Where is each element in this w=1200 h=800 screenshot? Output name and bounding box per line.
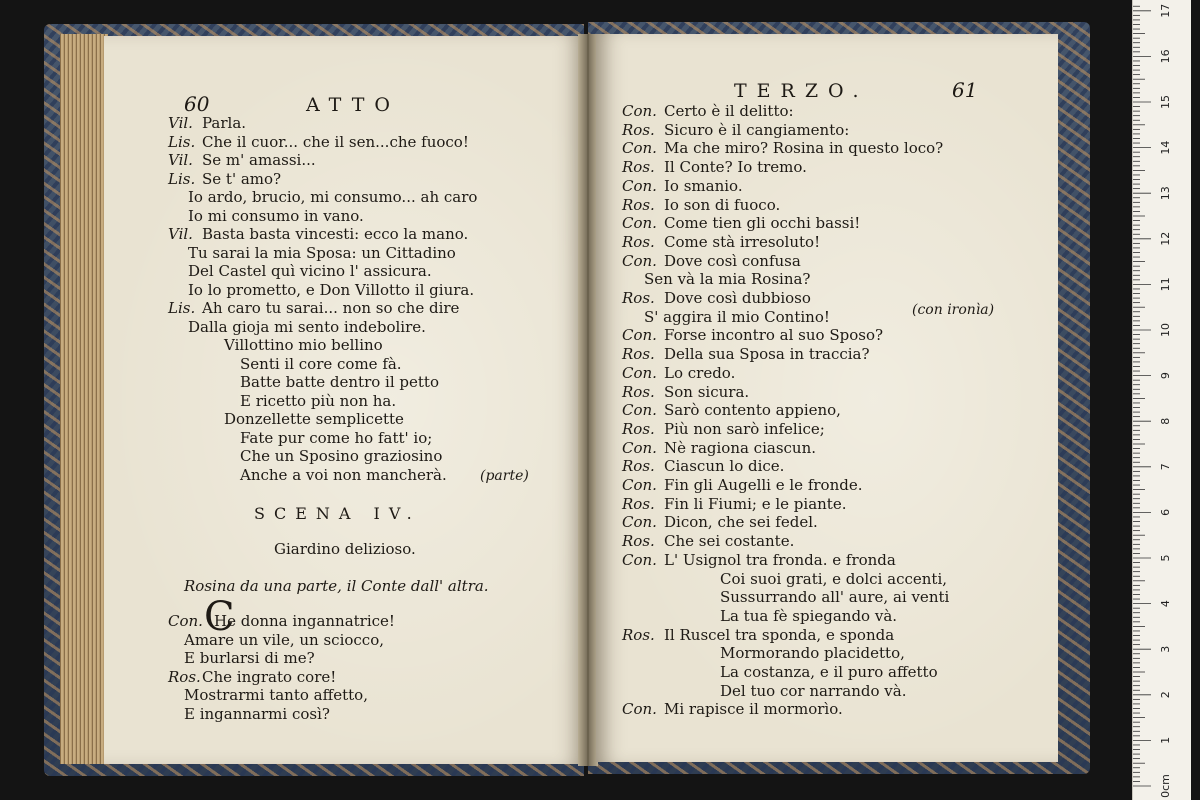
dialogue-line: Ros. Sicuro è il cangiamento: <box>622 120 850 139</box>
dialogue-line <box>168 318 426 336</box>
aside-note: (con ironìa) <box>912 302 995 318</box>
dialogue-line: Con. Dove così confusa <box>622 251 801 270</box>
line-text: E ingannarmi così? <box>184 704 330 723</box>
scene-heading: SCENA IV. <box>254 504 421 523</box>
dialogue-line <box>622 682 906 700</box>
line-text: Che sei costante. <box>664 532 795 551</box>
ruler-label: 14 <box>1159 140 1172 155</box>
line-text: E ricetto più non ha. <box>240 391 397 410</box>
dialogue-line <box>622 570 947 588</box>
dialogue-line <box>622 270 810 288</box>
line-text: Fin gli Augelli e le fronde. <box>664 476 863 494</box>
dialogue-line <box>168 373 439 391</box>
dialogue-line <box>168 336 383 354</box>
ruler-label: 9 <box>1159 372 1172 380</box>
line-text: E burlarsi di me? <box>184 649 315 667</box>
line-text: Mi rapisce il mormorìo. <box>664 700 843 719</box>
dialogue-line <box>168 466 447 484</box>
dialogue-line: Ros.Che ingrato core! <box>168 667 337 686</box>
line-text: Dove così dubbioso <box>664 289 811 307</box>
line-text: Dalla gioja mi sento indebolire. <box>188 317 426 336</box>
dialogue-line: Ros. Che sei costante. <box>622 532 795 551</box>
line-text: Dicon, che sei fedel. <box>664 513 818 532</box>
ruler-scale <box>1133 0 1191 800</box>
setting-line: Giardino delizioso. <box>274 540 416 558</box>
line-text: Sarò contento appieno, <box>664 401 841 420</box>
drop-cap: C <box>204 594 235 640</box>
line-text: Batte batte dentro il petto <box>240 373 439 391</box>
page-number: 61 <box>952 78 978 102</box>
line-text: Sen và la mia Rosina? <box>644 270 811 289</box>
line-text: Il Ruscel tra sponda, e sponda <box>664 625 895 644</box>
dialogue-line: Con. Nè ragiona ciascun. <box>622 438 817 457</box>
dialogue-line <box>168 429 432 447</box>
ruler-label: 7 <box>1159 463 1172 471</box>
ruler-label: 15 <box>1159 95 1172 109</box>
line-text: Il Conte? Io tremo. <box>664 158 807 177</box>
dialogue-line: Con. L' Usignol tra fronda. e fronda <box>622 550 896 569</box>
line-text: Se m' amassi... <box>202 151 316 169</box>
running-head: TERZO. <box>734 80 869 102</box>
line-text: S' aggira il mio Contino! <box>644 307 830 326</box>
dialogue-line <box>168 392 396 410</box>
ruler-label: 12 <box>1159 231 1172 246</box>
ruler-label: 6 <box>1159 508 1172 516</box>
line-text: Senti il core come fà. <box>240 354 402 373</box>
line-text: He donna ingannatrice! <box>214 612 395 630</box>
dialogue-line <box>622 308 830 326</box>
line-text: Nè ragiona ciascun. <box>664 438 817 457</box>
stage-direction: Rosina da una parte, il Conte dall' altra. <box>184 577 489 595</box>
ruler-label: 17 <box>1159 3 1172 18</box>
running-head: ATTO <box>306 94 400 116</box>
line-text: Della sua Sposa in traccia? <box>664 345 870 364</box>
dialogue-line: Con. Certo è il delitto: <box>622 102 794 120</box>
ruler-label: 0cm <box>1159 774 1172 798</box>
dialogue-line: Con. Ma che miro? Rosina in questo loco? <box>622 139 944 158</box>
line-text: Certo è il delitto: <box>664 102 794 120</box>
dialogue-line <box>168 281 474 299</box>
dialogue-line <box>168 447 442 465</box>
dialogue-line <box>168 355 402 373</box>
dialogue-line: Ros. Il Ruscel tra sponda, e sponda <box>622 625 895 644</box>
line-text: Ah caro tu sarai... non so che dire <box>202 299 460 317</box>
line-text: Sussurrando all' aure, ai venti <box>720 588 950 607</box>
line-text: Che un Sposino graziosino <box>240 447 443 465</box>
line-text: Donzellette semplicette <box>224 410 404 428</box>
dialogue-line: Lis. Che il cuor... che il sen...che fuoco! <box>168 132 469 151</box>
dialogue-line <box>622 588 949 606</box>
dialogue-line: Ros. Fin li Fiumi; e le piante. <box>622 494 847 513</box>
dialogue-line <box>168 244 456 262</box>
line-text: Amare un vile, un sciocco, <box>184 630 385 649</box>
dialogue-line: Ros. Il Conte? Io tremo. <box>622 158 807 177</box>
dialogue-line: Con. Fin gli Augelli e le fronde. <box>622 476 863 494</box>
page-block-edge <box>60 34 108 764</box>
dialogue-line: Ros. Io son di fuoco. <box>622 195 781 214</box>
dialogue-line <box>168 705 330 723</box>
dialogue-line <box>168 262 432 280</box>
measuring-ruler <box>1132 0 1191 800</box>
line-text: Io smanio. <box>664 176 743 195</box>
line-text: Io son di fuoco. <box>664 195 781 214</box>
ruler-label: 8 <box>1159 417 1172 425</box>
line-text: Dove così confusa <box>664 251 801 270</box>
line-text: Coi suoi grati, e dolci accenti, <box>720 569 948 588</box>
line-text: La tua fè spiegando và. <box>720 606 898 625</box>
dialogue-line <box>168 631 384 649</box>
line-text: Come tien gli occhi bassi! <box>664 214 861 233</box>
dialogue-line: Ros. Son sicura. <box>622 382 750 401</box>
dialogue-line: Con. He donna ingannatrice! <box>168 612 395 630</box>
line-text: Più non sarò infelice; <box>664 419 825 438</box>
line-text: Lo credo. <box>664 363 736 382</box>
ruler-label: 13 <box>1159 186 1172 201</box>
dialogue-line <box>622 663 938 681</box>
line-text: Forse incontro al suo Sposo? <box>664 326 884 345</box>
line-text: Che ingrato core! <box>202 667 337 686</box>
dialogue-line <box>168 207 364 225</box>
dialogue-line: Ros. Ciascun lo dice. <box>622 457 785 476</box>
line-text: Anche a voi non mancherà. <box>240 465 447 484</box>
line-text: Che il cuor... che il sen...che fuoco! <box>202 132 469 151</box>
gutter <box>578 34 598 766</box>
line-text: Del tuo cor narrando và. <box>720 681 907 700</box>
left-page <box>104 36 584 764</box>
line-text: Io mi consumo in vano. <box>188 206 364 225</box>
dialogue-line: Ros. Più non sarò infelice; <box>622 419 825 438</box>
dialogue-line: Ros. Della sua Sposa in traccia? <box>622 345 870 364</box>
line-text: Io lo prometto, e Don Villotto il giura. <box>188 280 475 299</box>
ruler-label: 5 <box>1159 554 1172 562</box>
ruler-label: 4 <box>1159 600 1172 608</box>
line-text: Basta basta vincesti: ecco la mano. <box>202 225 469 243</box>
page-number: 60 <box>184 92 210 116</box>
line-text: La costanza, e il puro affetto <box>720 663 938 681</box>
ruler-label: 10 <box>1159 323 1172 337</box>
dialogue-line <box>168 188 477 206</box>
line-text: Mostrarmi tanto affetto, <box>184 686 368 704</box>
dialogue-line: Con. Mi rapisce il mormorìo. <box>622 700 843 719</box>
line-text: Come stà irresoluto! <box>664 232 821 251</box>
line-text: Villottino mio bellino <box>224 336 383 354</box>
dialogue-line <box>168 649 315 667</box>
exit-note: (parte) <box>480 468 529 484</box>
line-text: Son sicura. <box>664 382 750 401</box>
dialogue-line <box>168 410 404 428</box>
dialogue-line: Lis. Se t' amo? <box>168 169 282 188</box>
ruler-label: 11 <box>1159 277 1172 292</box>
dialogue-line <box>622 644 905 662</box>
ruler-label: 2 <box>1159 691 1172 699</box>
line-text: Ciascun lo dice. <box>664 457 785 476</box>
dialogue-line: Ros. Dove così dubbioso <box>622 289 811 307</box>
line-text: Tu sarai la mia Sposa: un Cittadino <box>188 243 456 262</box>
dialogue-line <box>622 607 897 625</box>
dialogue-line: Ros. Come stà irresoluto! <box>622 232 821 251</box>
dialogue-line: Lis. Ah caro tu sarai... non so che dire <box>168 299 460 317</box>
dialogue-line <box>168 686 368 704</box>
line-text: Io ardo, brucio, mi consumo... ah caro <box>188 188 478 206</box>
dialogue-line: Vil. Parla. <box>168 114 247 132</box>
line-text: Ma che miro? Rosina in questo loco? <box>664 139 944 158</box>
right-page <box>596 34 1058 762</box>
ruler-label: 3 <box>1159 645 1172 653</box>
line-text: Mormorando placidetto, <box>720 644 905 663</box>
dialogue-line: Vil. Se m' amassi... <box>168 151 316 169</box>
dialogue-line: Con. Lo credo. <box>622 363 736 382</box>
line-text: Fate pur come ho fatt' io; <box>240 428 433 447</box>
line-text: Parla. <box>202 114 247 132</box>
dialogue-line: Con. Dicon, che sei fedel. <box>622 513 818 532</box>
line-text: Del Castel quì vicino l' assicura. <box>188 262 432 280</box>
dialogue-line: Con. Forse incontro al suo Sposo? <box>622 326 884 345</box>
ruler-label: 1 <box>1159 736 1172 744</box>
dialogue-line: Con. Come tien gli occhi bassi! <box>622 214 861 233</box>
dialogue-line: Con. Io smanio. <box>622 176 743 195</box>
ruler-label: 16 <box>1159 49 1172 64</box>
dialogue-line: Vil. Basta basta vincesti: ecco la mano. <box>168 225 469 243</box>
dialogue-line: Con. Sarò contento appieno, <box>622 401 841 420</box>
line-text: L' Usignol tra fronda. e fronda <box>664 550 896 569</box>
line-text: Se t' amo? <box>202 169 282 188</box>
line-text: Fin li Fiumi; e le piante. <box>664 494 847 513</box>
line-text: Sicuro è il cangiamento: <box>664 120 850 139</box>
